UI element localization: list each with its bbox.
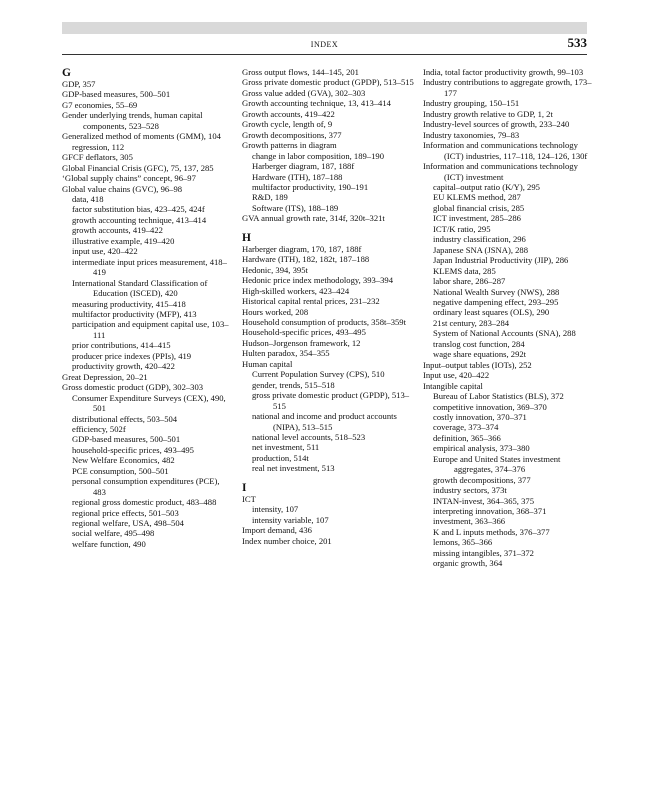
index-subentry: personal consumption expenditures (PCE), 483 xyxy=(72,476,220,497)
index-entry: Industry taxonomies, 79–83 xyxy=(423,129,520,140)
index-subentry: prior contributions, 414–415 xyxy=(72,340,171,351)
index-entry: Growth cycle, length of, 9 xyxy=(242,119,333,130)
index-entry: High-skilled workers, 423–424 xyxy=(242,285,350,296)
index-subentry: lemons, 365–366 xyxy=(433,537,493,548)
index-entry: Information and communications technology (ICT) investment xyxy=(423,161,578,182)
index-entry: Input use, 420–422 xyxy=(423,370,490,381)
index-entry: Gross output flows, 144–145, 201 xyxy=(242,67,359,77)
index-subentry: multifactor productivity, 190–191 xyxy=(252,181,369,192)
index-entry: Household consumption of products, 358t–359t xyxy=(242,316,406,327)
index-entry: Generalized method of moments (GMM), 104 xyxy=(62,131,221,142)
index-subentry: data, 418 xyxy=(72,193,104,204)
index-subentry: multifactor productivity (MFP), 413 xyxy=(72,308,197,319)
index-subentry: R&D, 189 xyxy=(252,192,288,203)
index-subentry: production, 514t xyxy=(252,452,309,463)
index-column-1 xyxy=(62,67,234,549)
index-subentry: PCE consumption, 500–501 xyxy=(72,465,169,476)
index-subentry: capital–output ratio (K/Y), 295 xyxy=(433,181,540,192)
index-subentry: organic growth, 364 xyxy=(433,558,503,569)
index-subentry: factor substitution bias, 423–425, 424f xyxy=(72,204,205,215)
index-subentry: Hardware (ITH), 187–188 xyxy=(252,171,343,182)
index-entry: Hedonic, 394, 395t xyxy=(242,264,308,275)
index-subentry: ICT/K ratio, 295 xyxy=(433,223,491,234)
index-subentry: measuring productivity, 415–418 xyxy=(72,298,186,309)
index-subentry: growth accounting technique, 413–414 xyxy=(72,214,207,225)
index-entry: Great Depression, 20–21 xyxy=(62,371,148,382)
index-entry: Growth patterns in diagram xyxy=(242,140,337,151)
index-entry: Import demand, 436 xyxy=(242,525,312,536)
running-header xyxy=(62,35,587,55)
index-entry: ‘Global supply chains” concept, 96–97 xyxy=(62,173,196,184)
index-entry: Growth decompositions, 377 xyxy=(242,129,342,140)
index-subentry: industry classification, 296 xyxy=(433,234,526,245)
index-entry: Gross value added (GVA), 302–303 xyxy=(242,87,366,98)
index-entry: Gross domestic product (GDP), 302–303 xyxy=(62,382,204,393)
index-column-2 xyxy=(242,67,414,546)
index-subentry: real net investment, 513 xyxy=(252,463,335,474)
index-subentry: ICT investment, 285–286 xyxy=(433,213,521,224)
index-subentry: Harberger diagram, 187, 188f xyxy=(252,161,355,172)
index-subentry: Japanese SNA (JSNA), 288 xyxy=(433,244,529,255)
index-subentry: negative dampening effect, 293–295 xyxy=(433,296,559,307)
index-entry: G7 economies, 55–69 xyxy=(62,99,138,110)
index-entry: Global Financial Crisis (GFC), 75, 137, 285 xyxy=(62,162,214,173)
index-entry: Growth accounts, 419–422 xyxy=(242,108,335,119)
index-subentry: interpreting innovation, 368–371 xyxy=(433,506,547,517)
index-entry: Intangible capital xyxy=(423,380,483,391)
index-entry: ICT xyxy=(242,493,256,504)
index-subentry: productivity growth, 420–422 xyxy=(72,361,175,372)
index-subentry: change in labor composition, 189–190 xyxy=(252,150,384,161)
index-subentry: KLEMS data, 285 xyxy=(433,265,496,276)
index-subentry: intensity variable, 107 xyxy=(252,514,329,525)
section-letter: H xyxy=(242,231,251,244)
index-subentry: New Welfare Economics, 482 xyxy=(72,455,175,466)
index-entry: Industry grouping, 150–151 xyxy=(423,98,520,109)
index-subentry: welfare function, 490 xyxy=(72,538,146,549)
index-subentry: input use, 420–422 xyxy=(72,246,138,257)
index-entry: GVA annual growth rate, 314f, 320t–321t xyxy=(242,213,385,224)
index-subentry: National Wealth Survey (NWS), 288 xyxy=(433,286,560,297)
index-subentry: GDP-based measures, 500–501 xyxy=(72,434,181,445)
index-entry: Hedonic price index methodology, 393–394 xyxy=(242,275,393,286)
index-subentry: intensity, 107 xyxy=(252,504,299,515)
index-entry: Gross private domestic product (GPDP), 513–515 xyxy=(242,77,414,88)
running-header-title: INDEX xyxy=(310,40,339,49)
index-entry: Gender underlying trends, human capital components, 523–528 xyxy=(62,110,203,131)
section-letter: I xyxy=(242,481,247,494)
index-entry: Historical capital rental prices, 231–232 xyxy=(242,296,380,307)
index-subentry: net investment, 511 xyxy=(252,442,320,453)
index-subentry: regional gross domestic product, 483–488 xyxy=(72,497,217,508)
index-entry: Index number choice, 201 xyxy=(242,535,332,546)
index-subentry: Software (ITS), 188–189 xyxy=(252,202,339,213)
page-number: 533 xyxy=(567,35,587,50)
index-subentry: regional price effects, 501–503 xyxy=(72,507,179,518)
index-entry: GDP-based measures, 500–501 xyxy=(62,89,171,100)
header-shade-bar xyxy=(62,22,587,34)
index-subentry: empirical analysis, 373–380 xyxy=(433,443,530,454)
index-entry: Hulten paradox, 354–355 xyxy=(242,348,330,359)
index-subentry: Consumer Expenditure Surveys (CEX), 490, 501 xyxy=(72,392,226,414)
index-subentry: Europe and United States investment aggregates, 374–376 xyxy=(433,453,561,475)
index-entry: Human capital xyxy=(242,358,293,369)
index-subentry: System of National Accounts (SNA), 288 xyxy=(433,328,576,339)
section-gap xyxy=(242,224,414,232)
index-subentry: coverage, 373–374 xyxy=(433,422,499,433)
index-subentry: gross private domestic product (GPDP), 513–515 xyxy=(252,390,410,411)
index-subentry: definition, 365–366 xyxy=(433,432,501,443)
index-subentry: growth accounts, 419–422 xyxy=(72,225,163,236)
index-subentry: regional welfare, USA, 498–504 xyxy=(72,518,184,529)
index-subentry: national level accounts, 518–523 xyxy=(252,431,366,442)
index-subentry: missing intangibles, 371–372 xyxy=(433,547,534,558)
index-entry: GDP, 357 xyxy=(62,79,96,89)
index-entry: Hours worked, 208 xyxy=(242,306,309,317)
index-subentry: K and L inputs methods, 376–377 xyxy=(433,526,550,537)
index-entry: GFCF deflators, 305 xyxy=(62,152,133,163)
index-column-3 xyxy=(423,67,595,569)
index-subentry: Current Population Survey (CPS), 510 xyxy=(252,369,385,380)
index-subentry: 21st century, 283–284 xyxy=(433,317,510,328)
index-subentry: investment, 363–366 xyxy=(433,516,506,527)
index-subentry: translog cost function, 284 xyxy=(433,338,525,349)
index-subentry: regression, 112 xyxy=(72,141,125,152)
index-subentry: national and income and product accounts (NIPA), 513–515 xyxy=(252,411,397,432)
section-gap xyxy=(242,474,414,482)
index-subentry: labor share, 286–287 xyxy=(433,276,506,287)
index-subentry: costly innovation, 370–371 xyxy=(433,411,527,422)
index-entry: Industry growth relative to GDP, 1, 2t xyxy=(423,108,553,119)
index-subentry: Japan Industrial Productivity (JIP), 286 xyxy=(433,255,569,266)
index-subentry: ordinary least squares (OLS), 290 xyxy=(433,307,550,318)
index-subentry: Bureau of Labor Statistics (BLS), 372 xyxy=(433,391,564,402)
index-entry: Growth accounting technique, 13, 413–414 xyxy=(242,98,391,109)
index-subentry: intermediate input prices measurement, 418–419 xyxy=(72,256,227,278)
index-subentry: competitive innovation, 369–370 xyxy=(433,401,547,412)
index-entry: Input–output tables (IOTs), 252 xyxy=(423,359,532,370)
index-subentry: distributional effects, 503–504 xyxy=(72,413,178,424)
index-subentry: household-specific prices, 493–495 xyxy=(72,444,194,455)
index-subentry: global financial crisis, 285 xyxy=(433,202,525,213)
index-subentry: growth decompositions, 377 xyxy=(433,474,531,485)
index-subentry: industry sectors, 373t xyxy=(433,485,507,496)
index-entry: Harberger diagram, 170, 187, 188f xyxy=(242,243,362,254)
index-subentry: wage share equations, 292t xyxy=(433,349,527,360)
index-subentry: efficiency, 502f xyxy=(72,423,126,434)
index-subentry: EU KLEMS method, 287 xyxy=(433,192,521,203)
index-entry: Global value chains (GVC), 96–98 xyxy=(62,183,183,194)
index-subentry: social welfare, 495–498 xyxy=(72,528,155,539)
index-subentry: International Standard Classification of Education (ISCED), 420 xyxy=(72,277,208,299)
index-entry: Hudson–Jorgenson framework, 12 xyxy=(242,337,361,348)
index-subentry: producer price indexes (PPIs), 419 xyxy=(72,350,192,361)
index-subentry: gender, trends, 515–518 xyxy=(252,379,335,390)
index-entry: Hardware (ITH), 182, 182t, 187–188 xyxy=(242,254,370,265)
index-subentry: INTAN-invest, 364–365, 375 xyxy=(433,495,534,506)
index-entry: Industry contributions to aggregate growth, 173–177 xyxy=(423,77,592,98)
index-entry: Industry-level sources of growth, 233–240 xyxy=(423,119,570,130)
index-entry: India, total factor productivity growth, 99–103 xyxy=(423,67,584,77)
index-entry: Information and communications technology (ICT) industries, 117–118, 124–126, 130f xyxy=(423,140,588,161)
index-subentry: illustrative example, 419–420 xyxy=(72,235,175,246)
index-entry: Household-specific prices, 493–495 xyxy=(242,327,366,338)
section-letter: G xyxy=(62,67,71,79)
index-subentry: participation and equipment capital use, 103–111 xyxy=(72,319,229,340)
